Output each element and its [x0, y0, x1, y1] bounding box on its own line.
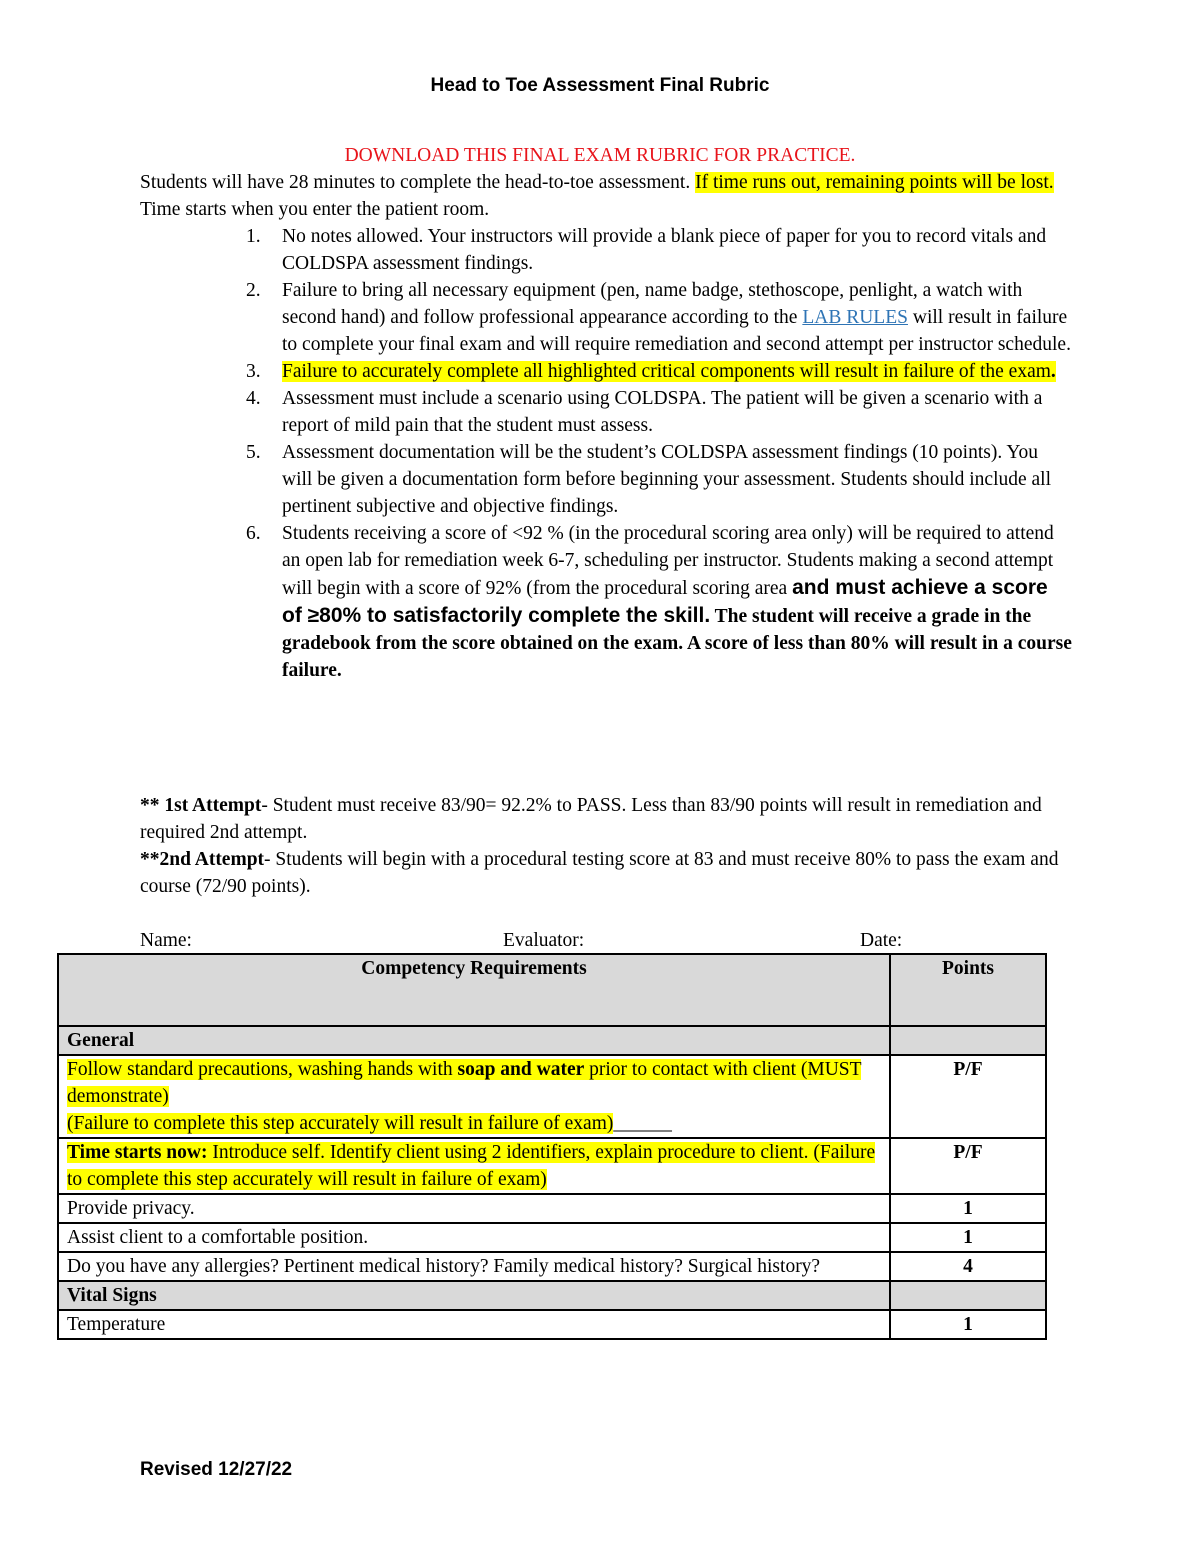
table-row [58, 1310, 1046, 1339]
requirements-header: Competency Requirements [58, 954, 890, 1026]
requirement-highlight [67, 1142, 875, 1190]
second-attempt-label: **2nd Attempt [140, 849, 265, 870]
rule-number: 6. [246, 523, 261, 544]
rubric-table [57, 953, 1047, 1340]
rule-number: 1. [246, 226, 261, 247]
rule-item [246, 358, 1072, 385]
revised-date: Revised 12/27/22 [140, 1459, 293, 1480]
requirement-cell: Do you have any allergies? Pertinent medical history? Family medical history? Surgical history? [58, 1252, 890, 1281]
requirement-cell [58, 1138, 890, 1194]
rule-number: 2. [246, 280, 261, 301]
rule-item [246, 223, 1072, 277]
rule-text: Students receiving a score of <92 % (in the procedural scoring area only) will be required to attend an open lab for remediation week 6-7, scheduling per instructor. Students making a second attempt will begin with a score of 92% (from the procedural scoring area [282, 523, 1054, 599]
download-notice: DOWNLOAD THIS FINAL EXAM RUBRIC FOR PRACTICE. [344, 145, 856, 166]
table-row [58, 1194, 1046, 1223]
section-title: General [58, 1026, 890, 1055]
rules-list [246, 223, 1072, 684]
points-header: Points [890, 954, 1046, 1026]
signature-line [140, 927, 1055, 954]
rule-number: 3. [246, 361, 261, 382]
table-header-row [58, 954, 1046, 1026]
table-row [58, 1223, 1046, 1252]
rule-text: Assessment documentation will be the student’s COLDSPA assessment findings (10 points). You will be given a documentation form before beginning your assessment. Students should include all pertinent subjective and objective findings. [282, 442, 1052, 517]
requirement-bold: soap and water [457, 1059, 585, 1080]
requirement-text: Introduce self. Identify client using 2 identifiers, explain procedure to client. (Failure to complete this step accurately will result in failure of exam) [67, 1142, 876, 1190]
section-title: Vital Signs [58, 1281, 890, 1310]
requirement-note: (Failure to complete this step accurately will result in failure of exam) [67, 1113, 614, 1134]
attempts-block [140, 792, 1070, 900]
second-attempt-text: - Students will begin with a procedural testing score at 83 and must receive 80% to pass the exam and course (72/90 points). [140, 849, 1059, 897]
requirement-text: Follow standard precautions, washing hands with [67, 1059, 458, 1080]
document-title: Head to Toe Assessment Final Rubric [430, 75, 770, 96]
rule-text: Assessment must include a scenario using COLDSPA. The patient will be given a scenario with a report of mild pain that the student must assess. [282, 388, 1043, 436]
points-cell: 1 [890, 1310, 1046, 1339]
points-cell: P/F [890, 1138, 1046, 1194]
rule-item [246, 520, 1072, 684]
table-row [58, 1055, 1046, 1138]
requirement-highlight [67, 1059, 861, 1134]
requirement-bold: Time starts now: [67, 1142, 208, 1163]
first-attempt-label: ** 1st Attempt [140, 795, 262, 816]
rule-text-end: will result in failure to complete your final exam and will require remediation and second attempt per instructor schedule. [282, 307, 1071, 355]
table-row [58, 1138, 1046, 1194]
rule-text-end: . [1050, 361, 1056, 382]
requirement-cell: Temperature [58, 1310, 890, 1339]
intro-paragraph [140, 169, 1060, 223]
rule-text: Failure to accurately complete all highlighted critical components will result in failure of the exam [282, 361, 1051, 382]
rule-text-highlight [282, 361, 1056, 382]
rule-text: No notes allowed. Your instructors will provide a blank piece of paper for you to record vitals and COLDSPA assessment findings. [282, 226, 1047, 274]
rule-item [246, 385, 1072, 439]
points-cell: P/F [890, 1055, 1046, 1138]
rule-item [246, 439, 1072, 520]
requirement-text: prior to contact with client (MUST demonstrate) [67, 1059, 862, 1107]
date-label: Date: [860, 930, 903, 951]
intro-text: Students will have 28 minutes to complete the head-to-toe assessment. [140, 172, 696, 193]
points-cell: 1 [890, 1223, 1046, 1252]
rule-number: 5. [246, 442, 261, 463]
first-attempt-text: - Student must receive 83/90= 92.2% to PASS. Less than 83/90 points will result in remediation and required 2nd attempt. [140, 795, 1042, 843]
rule-item [246, 277, 1072, 358]
table-row [58, 1252, 1046, 1281]
requirement-cell [58, 1055, 890, 1138]
requirement-trail: ______ [613, 1113, 672, 1134]
rule-number: 4. [246, 388, 261, 409]
rule-bold-text: The student will receive a grade in the gradebook from the score obtained on the exam. A score of less than 80% will result in a course failure. [282, 606, 1072, 681]
lab-rules-link[interactable]: LAB RULES [802, 307, 908, 328]
requirement-cell: Provide privacy. [58, 1194, 890, 1223]
section-row-vital-signs [58, 1281, 1046, 1310]
intro-highlight: If time runs out, remaining points will be lost. [695, 172, 1054, 193]
name-label: Name: [140, 930, 192, 951]
evaluator-label: Evaluator: [503, 930, 585, 951]
section-points-empty [890, 1026, 1046, 1055]
section-points-empty [890, 1281, 1046, 1310]
intro-text-end: Time starts when you enter the patient room. [140, 199, 490, 220]
rule-text: Failure to bring all necessary equipment (pen, name badge, stethoscope, penlight, a watch with second hand) and follow professional appearance according to the [282, 280, 1023, 328]
section-row-general [58, 1026, 1046, 1055]
rule-emphasis: and must achieve a score of ≥80% to satisfactorily complete the skill. [282, 576, 1048, 627]
points-cell: 1 [890, 1194, 1046, 1223]
points-cell: 4 [890, 1252, 1046, 1281]
requirement-cell: Assist client to a comfortable position. [58, 1223, 890, 1252]
